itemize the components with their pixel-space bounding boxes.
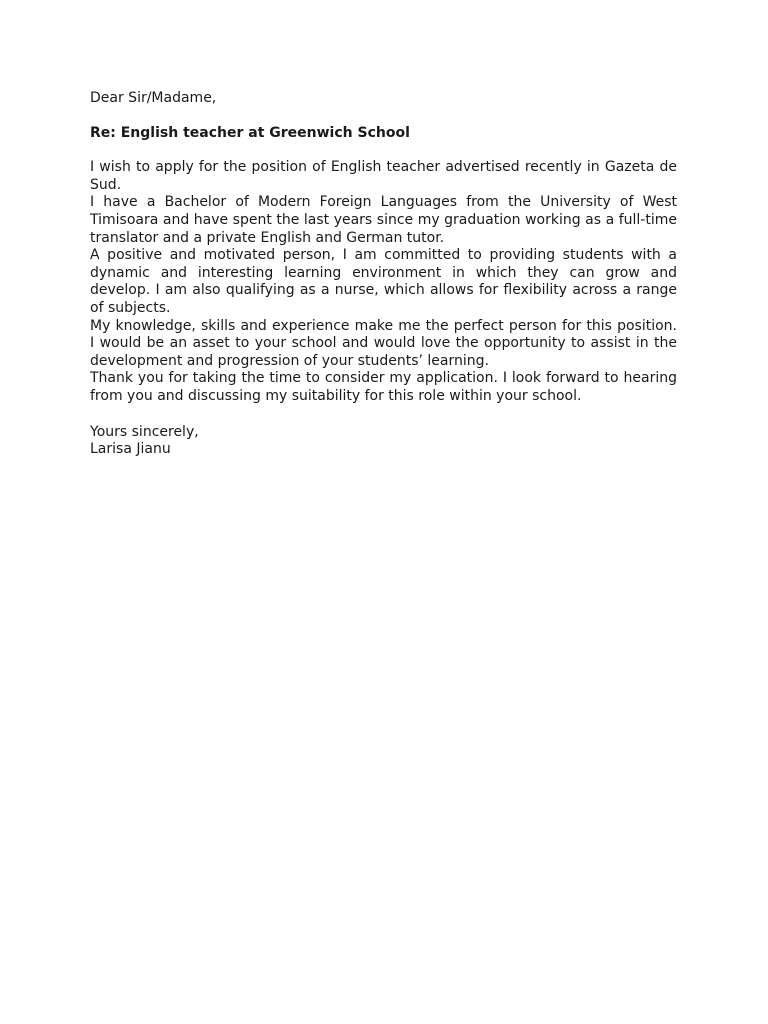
paragraph-personality: A positive and motivated person, I am committed to providing students with a dynamic and interesting learning environment in which they can grow and develop. I am also qualifying as a nurse, which allows for flexibility across a range of subjects. xyxy=(90,247,677,316)
paragraph-qualifications: My knowledge, skills and experience make me the perfect person for this position. I would be an asset to your school and would love the opportunity to assist in the development and progression of your students’ learning. xyxy=(90,317,677,369)
cover-letter xyxy=(90,90,677,459)
subject-line: Re: English teacher at Greenwich School xyxy=(90,124,410,141)
paragraph-intro: I wish to apply for the position of English teacher advertised recently in Gazeta de Sud. xyxy=(90,159,677,193)
paragraph-thanks: Thank you for taking the time to consider my application. I look forward to hearing from you and discussing my suitability for this role within your school. xyxy=(90,370,677,404)
closing-block xyxy=(90,424,677,459)
letter-body xyxy=(90,159,677,405)
salutation: Dear Sir/Madame, xyxy=(90,90,217,106)
paragraph-education: I have a Bachelor of Modern Foreign Languages from the University of West Timisoara and have spent the last years since my graduation working as a full-time translator and a private English and German tutor. xyxy=(90,194,677,246)
closing: Yours sincerely, xyxy=(90,423,199,440)
signature-name: Larisa Jianu xyxy=(90,441,171,458)
